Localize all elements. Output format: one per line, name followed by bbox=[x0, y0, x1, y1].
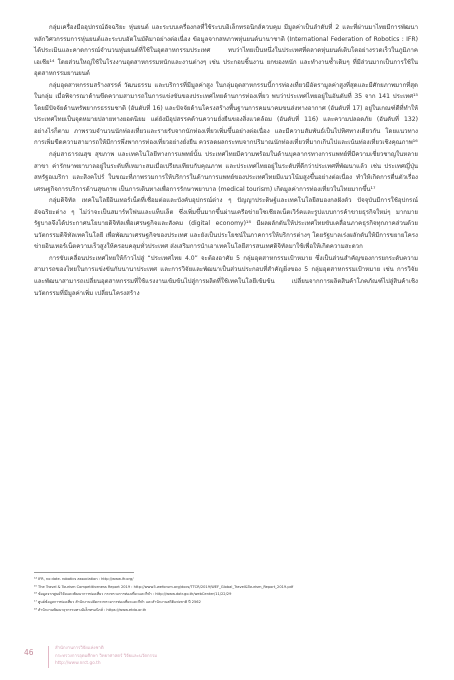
footnote-14: ¹⁴ IFR, no date. robotics association : http://www.ifr.org/ bbox=[34, 577, 134, 581]
footnote-divider bbox=[34, 572, 134, 573]
paragraph-robotics: กลุ่มเครื่องมืออุปกรณ์อัจฉริยะ หุ่นยนต์ และระบบเครื่องกลที่ใช้ระบบอิเล็กทรอนิกส์ควบคุม มีมูลค่าเป็นลำดับที่ 2 และที่ผ่านมาไทยมีการพัฒนาหลักวิศวกรรมการหุ่นยนต์และระบบอัตโนมัติมาอย่างต่อเนื่อง ข้อมูลจากสหภาพหุ่นยนต์นานาชาติ (International Federation of Robotics : IFR) ได้ประเมินและคาดการณ์จำนวนหุ่นยนต์ที่ใช้ในอุตสาหกรรมประเทศ ทบว่าไทยเป็นหนึ่งในประเทศที่ตลาดหุ่นยนต์เติบโตอย่างรวดเร็วในภูมิภาคเอเชีย¹⁴ โดยส่วนใหญ่ใช้ในโรงงานอุตสาหกรรมหนักและงานต่างๆ เช่น ประกอบชิ้นงาน ยกของหนัก และทำงานซ้ำเดิมๆ ที่มีส่วนมากเป็นการใช้ในอุตสาหกรรมยานยนต์ bbox=[34, 24, 418, 78]
footnotes bbox=[34, 576, 418, 615]
footer-divider bbox=[48, 646, 49, 668]
body-text bbox=[34, 22, 418, 299]
footnote-18: ¹⁸ สำนักงานพัฒนาธุรกรรมทางอิเล็กทรอนิกส์ : https://www.etda.or.th bbox=[34, 607, 147, 612]
footnote-15: ¹⁵ The Travel & Tourism Competitiveness Report 2019 : http://www3.weforum.org/docs/TTCR/2019/WEF_Global_Travel&Tourism_Report_2019.pdf bbox=[34, 584, 294, 589]
footnote-16: ¹⁶ ข้อมูลจากศูนย์วิจัยและพัฒนาการท่องเที่ยว กระทรวงการท่องเที่ยวและกีฬา : http://www.dotr.go.th/webCenter/11/22/29 bbox=[34, 592, 232, 597]
page-number: 46 bbox=[24, 648, 34, 657]
paragraph-health: กลุ่มสาธารณสุข สุขภาพ และเทคโนโลยีทางการแพทย์นั้น ประเทศไทยมีความพร้อมในด้านบุคลากรทางการแพทย์ที่มีความเชี่ยวชาญในหลายสาขา ค่ารักษาพยาบาลอยู่ในระดับที่เหมาะสมเมื่อเปรียบเทียบกับคุณภาพ และประเทศไทยอยู่ในระดับที่ดีกว่าประเทศที่พัฒนาแล้ว เช่น ประเทศญี่ปุ่น สหรัฐอเมริกา และสิงคโปร์ ในขณะที่ภาพรวมการให้บริการในด้านการแพทย์ของประเทศไทยมีแนวโน้มสูงขึ้นอย่างต่อเนื่อง ทำให้เกิดการตื่นตัวเรื่องเศรษฐกิจการบริการด้านสุขภาพ เป็นการเดินทางเพื่อการรักษาพยาบาล (medical tourism) เกิดมูลค่าการท่องเที่ยวในไทยมากขึ้น¹⁷ bbox=[34, 151, 418, 193]
footer-ministry: กระทรวงการอุดมศึกษา วิทยาศาสตร์ วิจัยและนวัตกรรม bbox=[55, 653, 158, 659]
footer-url: http://www.nrct.go.th bbox=[55, 661, 101, 666]
paragraph-thailand-4: การขับเคลื่อนประเทศไทยให้ก้าวไปสู่ “ประเทศไทย 4.0” จะต้องอาศัย 5 กลุ่มอุตสาหกรรมเป้าหมาย ซึ่งเป็นส่วนสำคัญของการยกระดับความสามารถของไทยในการแข่งขันกับนานาประเทศ และการวิจัยและพัฒนาเป็นส่วนประกอบที่สำคัญยิ่งของ 5 กลุ่มอุตสาหกรรมเป้าหมาย เช่น การวิจัยและพัฒนาสามารถเปลี่ยนอุตสาหกรรมที่ใช้แรงงานเข้มข้นไปสู่การผลิตที่ใช้เทคโนโลยีเข้มข้น เปลี่ยนจากการผลิตสินค้าโภคภัณฑ์ไปสู่สินค้าเชิงนวัตกรรมที่มีมูลค่าเพิ่ม เปลี่ยนโครงสร้าง bbox=[34, 254, 418, 297]
footer-info bbox=[55, 645, 355, 668]
page-footer bbox=[0, 643, 454, 671]
paragraph-digital: กลุ่มดิจิทัล เทคโนโลยีอินเทอร์เน็ตที่เชื่อมต่อและบังคับอุปกรณ์ต่าง ๆ ปัญญาประดิษฐ์และเทคโนโลยีสมองกลฝังตัว ปัจจุบันมีการใช้อุปกรณ์อัจฉริยะต่าง ๆ ไม่ว่าจะเป็นสมาร์ทโฟนและแท็บเล็ต ซึ่งเพิ่มขึ้นมากขึ้นผ่านเครือข่ายโซเชียลเน็ตเวิร์คและรูปแบบการค้าขายธุรกิจใหม่ๆ มากมาย รัฐบาลจึงได้ประกาศนโยบายดิจิทัลเพื่อเศรษฐกิจและสังคม (digital economy)¹⁸ มีผลผลักดันให้ประเทศไทยขับเคลื่อนภาคธุรกิจทุกภาคส่วนด้วยนวัตกรรมดิจิทัลเทคโนโลยี เพื่อพัฒนาเศรษฐกิจของประเทศ และยังเป็นประโยชน์ในภาคการให้บริการต่างๆ โดยรัฐบาลเร่งผลักดันให้มีการขยายโครงข่ายอินเทอร์เน็ตความเร็วสูงให้ครอบคลุมทั่วประเทศ ส่งเสริมการนำเอาเทคโนโลยีสารสนเทศดิจิทัลมาใช้เพื่อให้เกิดความสะดวก bbox=[34, 197, 418, 251]
footnote-17: ¹⁷ ศูนย์ข้อมูลการท่องเที่ยว สำนักงานปลัดกระทรวงการท่องเที่ยวและกีฬา และสำนักงานสถิติแห่งชาติ ปี 2562 bbox=[34, 600, 201, 605]
paragraph-tourism: กลุ่มอุตสาหกรรมสร้างสรรค์ วัฒนธรรม และบริการที่มีมูลค่าสูง ในกลุ่มอุตสาหกรรมนี้การท่องเที่ยวมีอัตรามูลค่าสูงที่สุดและมีศักยภาพมากที่สุดในกลุ่ม เมื่อพิจารณาด้านขีดความสามารถในการแข่งขันของประเทศไทยด้านการท่องเที่ยว พบว่าประเทศไทยอยู่ในอันดับที่ 35 จาก 141 ประเทศ¹⁵ โดยมีปัจจัยด้านทรัพยากรธรรมชาติ (อันดับที่ 16) และปัจจัยด้านโครงสร้างพื้นฐานการคมนาคมขนส่งทางอากาศ (อันดับที่ 17) อยู่ในเกณฑ์ดีที่ทำให้ประเทศไทยเป็นจุดหมายปลายทางยอดนิยม แต่ยังมีอุปสรรคด้านความยั่งยืนของสิ่งแวดล้อม (อันดับที่ 116) และความปลอดภัย (อันดับที่ 132) อย่างไรก็ตาม ภาพรวมจำนวนนักท่องเที่ยวและรายรับจากนักท่องเที่ยวเพิ่มขึ้นอย่างต่อเนื่อง และมีความสัมพันธ์เป็นไปทิศทางเดียวกัน โดยแนวทางการเพิ่มขีดความสามารถให้มีการพึ่งพาการท่องเที่ยวอย่างยั่งยืน ควรลดผลกระทบจากปริมาณนักท่องเที่ยวที่มากเกินไปและเน้นท่องเที่ยวเชิงคุณภาพ¹⁶ bbox=[34, 81, 418, 147]
footer-org-name: สำนักงานการวิจัยแห่งชาติ bbox=[55, 646, 104, 651]
